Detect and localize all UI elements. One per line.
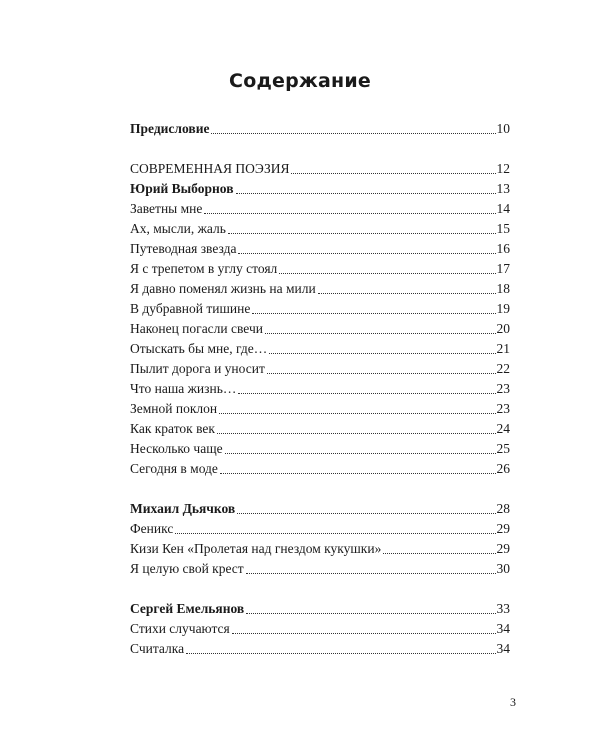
toc-entry[interactable]: [130, 117, 510, 137]
toc-entry[interactable]: [130, 617, 510, 637]
dot-leader: [237, 513, 495, 514]
toc-entry-title: В дубравной тишине: [130, 301, 251, 316]
toc-entry[interactable]: [130, 417, 510, 437]
toc-entry-page: 18: [496, 281, 510, 296]
dot-leader: [291, 173, 495, 174]
dot-leader: [217, 433, 496, 434]
toc-entry[interactable]: [130, 377, 510, 397]
toc-entry-title: Пылит дорога и уносит: [130, 361, 265, 376]
toc-entry-page: 23: [496, 381, 510, 396]
toc-entry-page: 29: [496, 541, 510, 556]
toc-entry-title: Считалка: [130, 641, 185, 656]
toc-entry-title: Путеводная звезда: [130, 241, 237, 256]
page-number: 3: [510, 695, 516, 709]
toc-entry-page: 23: [496, 401, 510, 416]
toc-entry-title: Наконец погасли свечи: [130, 321, 263, 336]
dot-leader: [238, 393, 495, 394]
toc-entry-page: 26: [496, 461, 510, 476]
toc-entry[interactable]: [130, 497, 510, 517]
page-title: Содержание: [229, 70, 371, 92]
toc-entry[interactable]: [130, 237, 510, 257]
dot-leader: [228, 233, 496, 234]
toc-entry-page: 19: [496, 301, 510, 316]
toc-entry-page: 34: [496, 641, 510, 656]
toc-entry-page: 29: [496, 521, 510, 536]
toc-entry-title: Сегодня в моде: [130, 461, 218, 476]
toc-entry-page: 22: [496, 361, 510, 376]
toc-entry[interactable]: [130, 317, 510, 337]
toc-entry[interactable]: [130, 437, 510, 457]
dot-leader: [383, 553, 495, 554]
toc-entry-title: Феникс: [130, 521, 174, 536]
toc-entry-title: Стихи случаются: [130, 621, 230, 636]
toc-entry-page: 20: [496, 321, 510, 336]
toc-entry-title: Предисловие: [130, 121, 210, 136]
toc-entry-page: 24: [496, 421, 510, 436]
toc-entry-page: 16: [496, 241, 510, 256]
toc-entry-title: Заветны мне: [130, 201, 203, 216]
toc-entry[interactable]: [130, 297, 510, 317]
toc-entry[interactable]: [130, 157, 510, 177]
toc-entry[interactable]: [130, 517, 510, 537]
toc-entry-title: Несколько чаще: [130, 441, 223, 456]
dot-leader: [204, 213, 495, 214]
toc-entry-title: Я целую свой крест: [130, 561, 244, 576]
toc-entry-title: Михаил Дьячков: [130, 501, 236, 516]
toc-entry[interactable]: [130, 637, 510, 657]
dot-leader: [318, 293, 496, 294]
toc-entry-title: Юрий Выборнов: [130, 181, 234, 196]
toc-entry[interactable]: [130, 277, 510, 297]
toc-entry[interactable]: [130, 197, 510, 217]
toc-entry-title: Как краток век: [130, 421, 215, 436]
dot-leader: [279, 273, 495, 274]
dot-leader: [246, 613, 495, 614]
toc-entry[interactable]: [130, 537, 510, 557]
toc-entry[interactable]: [130, 397, 510, 417]
toc-entry-page: 15: [496, 221, 510, 236]
toc-entry[interactable]: [130, 457, 510, 477]
dot-leader: [175, 533, 495, 534]
toc-entry-title: Я с трепетом в углу стоял: [130, 261, 278, 276]
dot-leader: [238, 253, 495, 254]
dot-leader: [220, 473, 496, 474]
toc-entry[interactable]: [130, 177, 510, 197]
dot-leader: [269, 353, 495, 354]
toc-entry-title: Кизи Кен «Пролетая над гнездом кукушки»: [130, 541, 382, 556]
dot-leader: [267, 373, 496, 374]
toc-entry[interactable]: [130, 357, 510, 377]
toc-entry-title: Ах, мысли, жаль: [130, 221, 226, 236]
toc-entry-page: 12: [496, 161, 510, 176]
dot-leader: [225, 453, 496, 454]
toc-entry-page: 21: [496, 341, 510, 356]
dot-leader: [219, 413, 495, 414]
toc-entry-page: 13: [496, 181, 510, 196]
toc-entry[interactable]: [130, 557, 510, 577]
dot-leader: [232, 633, 496, 634]
toc-entry-page: 33: [496, 601, 510, 616]
toc-entry-title: СОВРЕМЕННАЯ ПОЭЗИЯ: [130, 161, 290, 176]
toc-entry-page: 17: [496, 261, 510, 276]
toc-entry-title: Я давно поменял жизнь на мили: [130, 281, 316, 296]
dot-leader: [236, 193, 496, 194]
dot-leader: [186, 653, 495, 654]
toc-entry[interactable]: [130, 217, 510, 237]
toc-entry-title: Земной поклон: [130, 401, 218, 416]
dot-leader: [265, 333, 496, 334]
toc-entry[interactable]: [130, 257, 510, 277]
toc-entry-page: 10: [496, 121, 510, 136]
toc-entry-title: Сергей Емельянов: [130, 601, 245, 616]
toc-entry-page: 28: [496, 501, 510, 516]
toc-entry-page: 34: [496, 621, 510, 636]
dot-leader: [252, 313, 495, 314]
toc-entry-page: 25: [496, 441, 510, 456]
dot-leader: [246, 573, 496, 574]
toc-entry[interactable]: [130, 597, 510, 617]
toc-entry-page: 30: [496, 561, 510, 576]
dot-leader: [211, 133, 495, 134]
toc-entry-title: Отыскать бы мне, где…: [130, 341, 268, 356]
toc-entry-page: 14: [496, 201, 510, 216]
toc-entry[interactable]: [130, 337, 510, 357]
toc-entry-title: Что наша жизнь…: [130, 381, 237, 396]
